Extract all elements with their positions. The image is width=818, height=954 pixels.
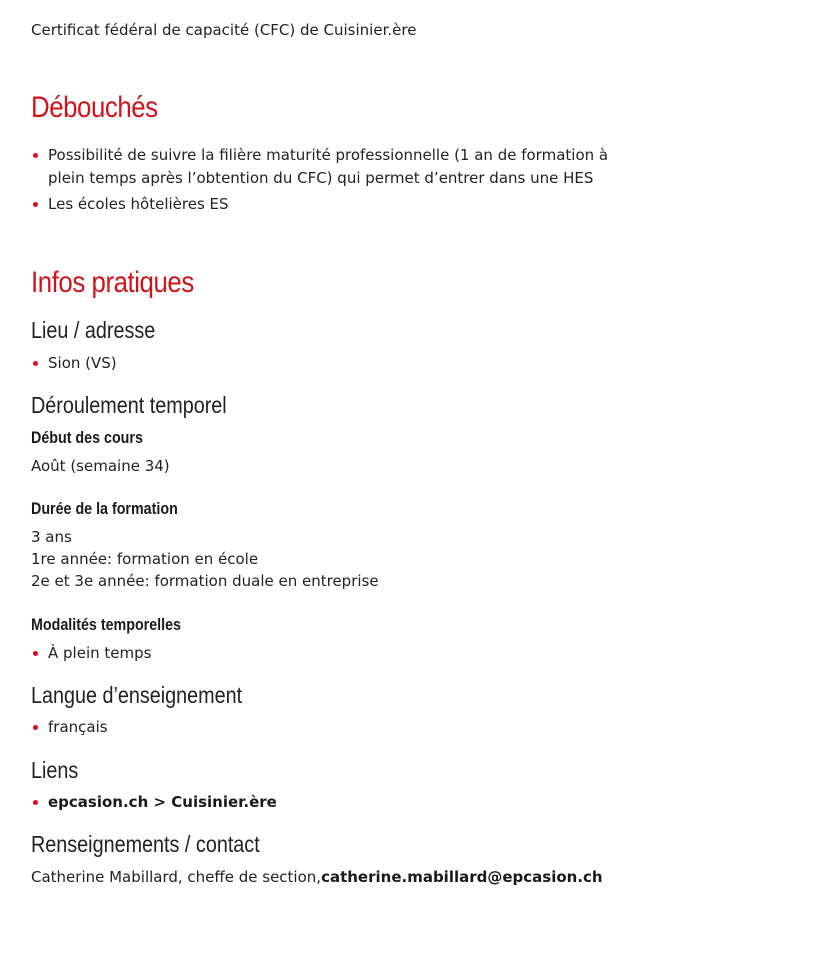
section-title-debouches: Débouchés [31,91,158,124]
list-item-text: Possibilité de suivre la filière maturité professionnelle (1 an de formation à [48,146,609,164]
list-item-text: Les écoles hôtelières ES [48,195,229,213]
debouches-list [31,144,608,216]
duree-line: 1re année: formation en école [31,550,259,568]
lieu-list [31,352,117,375]
heading-modalites-temporelles: Modalités temporelles [31,615,181,634]
heading-deroulement-temporel: Déroulement temporel [31,392,227,418]
list-item [31,642,151,665]
heading-liens: Liens [31,757,79,783]
list-item [31,791,277,814]
list-item [31,193,608,216]
list-item [31,144,608,189]
section-title-infos-pratiques: Infos pratiques [31,266,194,299]
list-item [31,716,108,739]
heading-duree-formation: Durée de la formation [31,499,178,518]
langue-list [31,716,108,739]
heading-debut-des-cours: Début des cours [31,428,143,447]
debut-value: Août (semaine 34) [31,457,170,475]
contact-text: Catherine Mabillard, cheffe de section, [31,868,322,886]
heading-renseignements-contact: Renseignements / contact [31,831,260,857]
contact-line [31,866,603,889]
list-item-text: À plein temps [48,644,152,662]
list-item-text: français [48,718,108,736]
heading-lieu-adresse: Lieu / adresse [31,317,156,343]
page-subtitle: Certificat fédéral de capacité (CFC) de Cuisinier.ère [31,21,417,39]
duree-line: 2e et 3e année: formation duale en entreprise [31,572,379,590]
list-item [31,352,117,375]
list-item-text: plein temps après l’obtention du CFC) qui permet d’entrer dans une HES [48,168,594,187]
modalites-list [31,642,151,665]
link-epcasion-cuisinier[interactable]: epcasion.ch > Cuisinier.ère [48,793,277,811]
list-item-text: Sion (VS) [48,354,117,372]
contact-email-link[interactable]: catherine.mabillard@epcasion.ch [321,868,603,886]
duree-line: 3 ans [31,528,72,546]
liens-list [31,791,277,814]
heading-langue-enseignement: Langue d’enseignement [31,682,243,708]
